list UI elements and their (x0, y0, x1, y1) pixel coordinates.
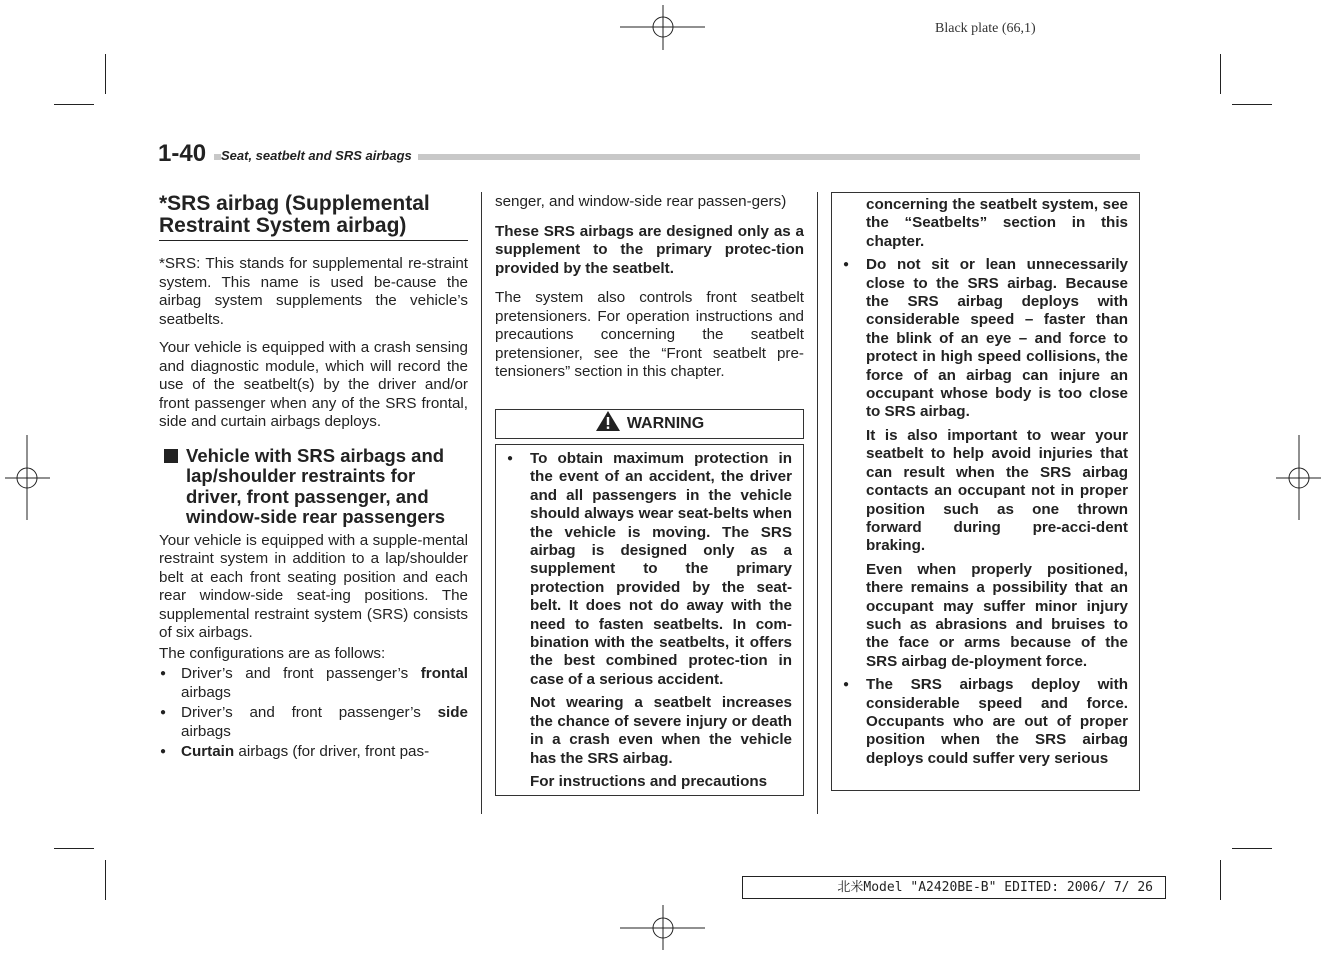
page-number: 1-40 (158, 140, 214, 168)
paragraph: *SRS: This stands for supplemental re-straint system. This name is used be-cause the airbag system supplements the vehicle’s seatbelts. (159, 255, 468, 328)
list-item-text: airbags (for driver, front pas- (234, 743, 430, 760)
warning-label: WARNING (626, 415, 705, 432)
paragraph: Your vehicle is equipped with a supple-mental restraint system in addition to a lap/shoulder belt at each front seating position and each rear window-side seat-ing positions. The supplemental restraint system (SRS) consists of six airbags. (159, 531, 468, 641)
square-bullet-icon (164, 449, 178, 463)
section-title: Seat, seatbelt and SRS airbags (221, 148, 418, 163)
subheading (159, 446, 468, 528)
list-item-bold: side (437, 704, 468, 721)
warning-text: The SRS airbags deploy with considerable speed and force. Occupants who are out of proper position when the SRS airbag deploys could suffer very serious (866, 676, 1128, 767)
list-item (159, 665, 468, 702)
warning-text: For instructions and precautions (530, 772, 768, 790)
list-item-text: airbags (181, 722, 231, 740)
bullet-icon: ● (507, 453, 514, 464)
plate-label: Black plate (66,1) (935, 21, 1036, 36)
list-item (159, 704, 468, 741)
warning-content (507, 450, 792, 796)
list-item-bold: frontal (420, 665, 468, 682)
warning-content (843, 196, 1128, 773)
warning-text: concerning the seatbelt system, see the “Seatbelts” section in this chapter. (866, 196, 1128, 250)
list-item-text: Driver’s and front passenger’s (181, 665, 421, 682)
warning-icon (595, 410, 621, 432)
warning-header (495, 409, 804, 439)
bullet-icon: ● (160, 746, 167, 757)
warning-text: Do not sit or lean unnecessarily close to the SRS airbag. Because the SRS airbag deploys with considerable speed – faster than the blink of an eye – and force to protect in high speed collisions, the force of an airbag can injure an occupant whose body is too close to SRS airbag. (866, 256, 1128, 421)
footer-edit-info (742, 876, 1166, 899)
list-item-bold: Curtain (181, 743, 235, 760)
paragraph: The configurations are as follows: (159, 644, 386, 662)
warning-bullet (507, 450, 792, 689)
subheading-text: Vehicle with SRS airbags and lap/shoulder restraints for driver, front passenger, and window-side rear passengers (186, 444, 446, 527)
column-middle (495, 193, 804, 392)
bullet-icon: ● (843, 679, 850, 691)
warning-text: Not wearing a seatbelt increases the chance of severe injury or death in a crash even when the vehicle has the SRS airbag. (530, 694, 792, 767)
column-divider (817, 192, 818, 814)
warning-bullet (843, 676, 1128, 768)
column-left (159, 193, 468, 764)
paragraph: Your vehicle is equipped with a crash sensing and diagnostic module, which will record the use of the seatbelt(s) by the driver and/or front passenger when any of the SRS frontal, side and curtain airbags deploys. (159, 339, 468, 430)
list-item-text: airbags (181, 683, 231, 701)
list-item-text: Driver’s and front passenger’s (181, 704, 438, 721)
list-item (159, 743, 468, 762)
warning-text: To obtain maximum protection in the event of an accident, the driver and all passengers in the vehicle should always wear seat-belts when the vehicle is moving. The SRS airbag is designed only as a supplement to the primary protection provided by the seat-belt. It does not do away with the need to fasten seatbelts. In com-bination with the seatbelts, it offers the best combined protec-tion in case of a serious accident. (530, 450, 792, 688)
paragraph-bold: These SRS airbags are designed only as a supplement to the primary protec-tion provided by the seatbelt. (495, 222, 804, 277)
warning-text: It is also important to wear your seatbelt to help avoid injuries that can result when the SRS airbag contacts an occupant not in proper position such as one thrown forward during pre-acci-dent braking. (866, 426, 1128, 555)
paragraph: The system also controls front seatbelt pretensioners. For operation instructions and precautions concerning the seatbelt pretensioner, see the “Front seatbelt pre-tensioners” section in this chapter. (495, 289, 804, 380)
warning-bullet (843, 256, 1128, 422)
bullet-icon: ● (843, 259, 850, 271)
warning-text: Even when properly positioned, there remains a possibility that an occupant may suffer minor injury such as abrasions and bruises to the face or arms because of the SRS airbag de-ployment force. (866, 560, 1128, 670)
paragraph: senger, and window-side rear passen-gers) (495, 193, 787, 210)
page-title: *SRS airbag (Supplemental Restraint System airbag) (159, 193, 468, 241)
bullet-icon: ● (160, 668, 167, 679)
column-divider (481, 192, 482, 814)
bullet-icon: ● (160, 707, 167, 718)
footer-text: 北米Model "A2420BE-B" EDITED: 2006/ 7/ 26 (837, 880, 1153, 895)
